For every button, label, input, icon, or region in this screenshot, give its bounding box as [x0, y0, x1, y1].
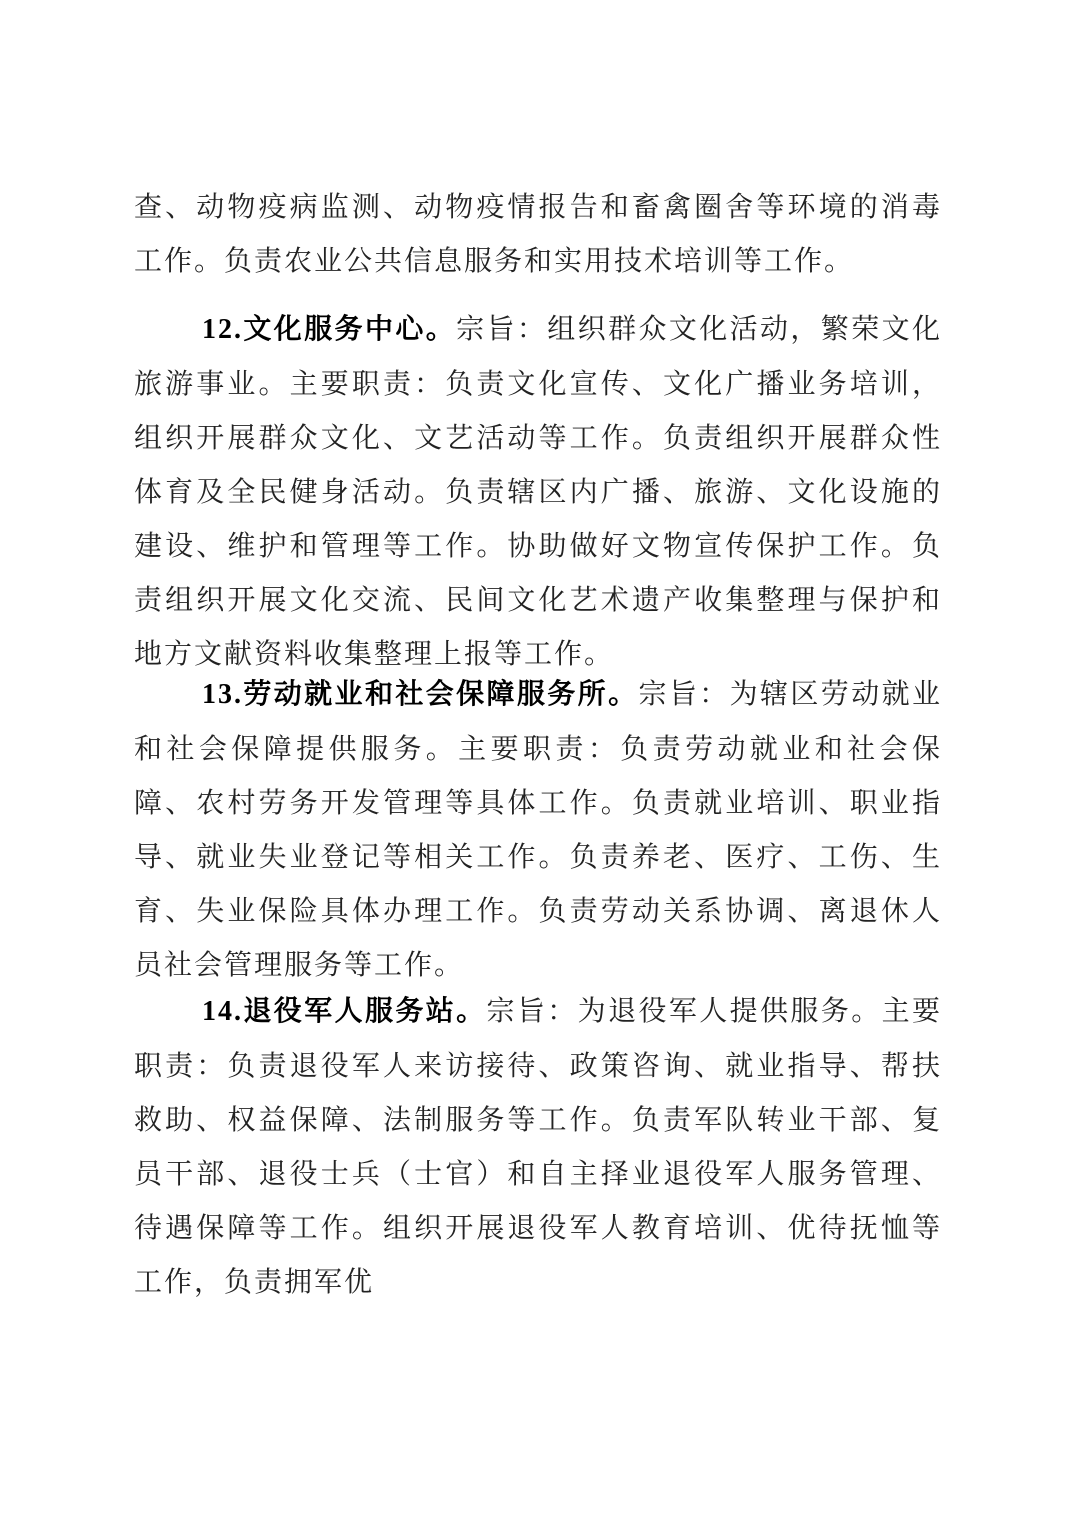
- section-13-paragraph: [134, 667, 942, 992]
- section-13-body: 宗旨：为辖区劳动就业和社会保障提供服务。主要职责：负责劳动就业和社会保障、农村劳务开发管理等具体工作。负责就业培训、职业指导、就业失业登记等相关工作。负责养老、医疗、工伤、生育、失业保险具体办理工作。负责劳动关系协调、离退休人员社会管理服务等工作。: [134, 677, 942, 981]
- section-13-indent: [134, 677, 202, 710]
- continuation-paragraph: 查、动物疫病监测、动物疫情报告和畜禽圈舍等环境的消毒工作。负责农业公共信息服务和实用技术培训等工作。: [134, 190, 942, 277]
- section-12-heading: 12.文化服务中心。: [202, 314, 457, 345]
- section-14-indent: [134, 994, 202, 1027]
- section-12-body: 宗旨：组织群众文化活动，繁荣文化旅游事业。主要职责：负责文化宣传、文化广播业务培训，组织开展群众文化、文艺活动等工作。负责组织开展群众性体育及全民健身活动。负责辖区内广播、旅游、文化设施的建设、维护和管理等工作。协助做好文物宣传保护工作。负责组织开展文化交流、民间文化艺术遗产收集整理与保护和地方文献资料收集整理上报等工作。: [134, 312, 942, 670]
- section-14-body: 宗旨：为退役军人提供服务。主要职责：负责退役军人来访接待、政策咨询、就业指导、帮扶救助、权益保障、法制服务等工作。负责军队转业干部、复员干部、退役士兵（士官）和自主择业退役军人服务管理、待遇保障等工作。组织开展退役军人教育培训、优待抚恤等工作，负责拥军优: [134, 994, 942, 1298]
- section-12-paragraph: [134, 302, 942, 681]
- section-13-heading: 13.劳动就业和社会保障服务所。: [202, 679, 639, 710]
- section-14-heading: 14.退役军人服务站。: [202, 996, 487, 1027]
- section-14-paragraph: [134, 984, 942, 1309]
- section-12-indent: [134, 312, 202, 345]
